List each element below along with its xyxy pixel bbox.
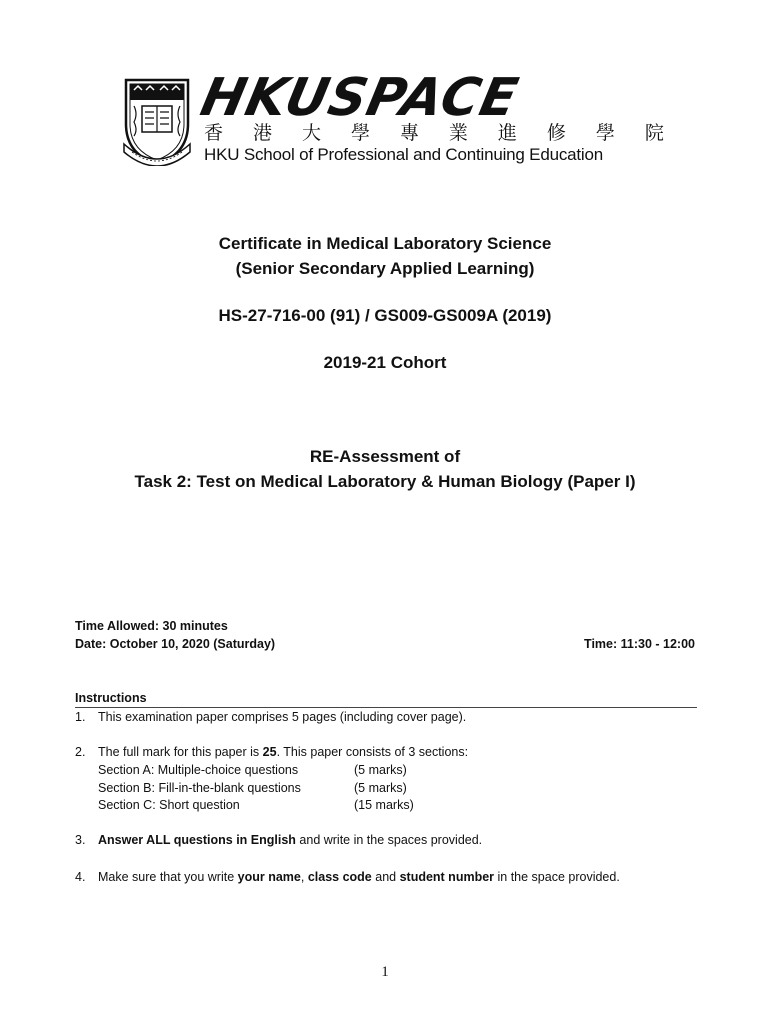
section-row [98, 797, 414, 815]
section-name: Section A: Multiple-choice questions [98, 763, 299, 777]
brand-chinese-char: 業 [448, 122, 468, 144]
brand-chinese-char: 大 [301, 122, 321, 144]
assessment-title: RE-Assessment of [309, 447, 461, 466]
time-allowed: Time Allowed: 30 minutes [75, 619, 228, 633]
section-row [98, 780, 407, 798]
university-crest-icon [120, 74, 194, 166]
course-code: HS-27-716-00 (91) / GS009-GS009A (2019) [218, 306, 552, 325]
item-text: and [371, 870, 400, 884]
brand-chinese-char: 香 [204, 122, 224, 144]
brand-chinese-char: 修 [546, 122, 566, 144]
certificate-subtitle: (Senior Secondary Applied Learning) [235, 259, 535, 278]
page-number: 1 [381, 964, 389, 980]
section-marks: (15 marks) [354, 798, 414, 812]
instruction-item [75, 869, 620, 887]
section-marks: (5 marks) [354, 763, 407, 777]
brand-chinese-char: 專 [399, 122, 419, 144]
item-emphasis: your name [237, 870, 301, 884]
item-number: 4. [75, 870, 86, 884]
exam-time: Time: 11:30 - 12:00 [584, 637, 695, 651]
institution-logo [120, 68, 665, 172]
instruction-item [75, 832, 482, 850]
full-mark: 25 [262, 745, 277, 759]
item-emphasis: Answer ALL questions in English [98, 833, 296, 847]
brand-english-name: HKU School of Professional and Continuing Education [204, 145, 603, 164]
brand-chinese-char: 進 [497, 122, 517, 144]
item-number: 1. [75, 710, 86, 724]
brand-chinese-char: 港 [252, 122, 272, 144]
task-title: Task 2: Test on Medical Laboratory & Human Biology (Paper I) [134, 472, 636, 491]
item-number: 3. [75, 833, 86, 847]
item-text: in the space provided. [494, 870, 620, 884]
item-text: The full mark for this paper is [98, 745, 263, 759]
cohort: 2019-21 Cohort [323, 353, 447, 372]
instruction-item [75, 744, 468, 762]
item-text: and write in the spaces provided. [295, 833, 483, 847]
brand-chinese-char: 院 [644, 122, 664, 144]
item-number: 2. [75, 745, 86, 759]
item-emphasis: student number [399, 870, 495, 884]
certificate-title: Certificate in Medical Laboratory Science [218, 234, 552, 253]
instruction-item [75, 709, 466, 727]
section-name: Section B: Fill-in-the-blank questions [98, 781, 301, 795]
section-row [98, 762, 407, 780]
item-text: This examination paper comprises 5 pages (including cover page). [98, 710, 467, 724]
item-text: Make sure that you write [98, 870, 238, 884]
instructions-heading: Instructions [75, 690, 697, 708]
brand-chinese-char: 學 [595, 122, 615, 144]
item-text: . This paper consists of 3 sections: [276, 745, 469, 759]
section-marks: (5 marks) [354, 781, 407, 795]
brand-chinese-name [204, 122, 664, 144]
item-text: , [300, 870, 308, 884]
item-emphasis: class code [307, 870, 372, 884]
exam-date: Date: October 10, 2020 (Saturday) [75, 637, 276, 651]
brand-wordmark: HKUSPACE [195, 68, 524, 128]
section-name: Section C: Short question [98, 798, 240, 812]
brand-chinese-char: 學 [350, 122, 370, 144]
